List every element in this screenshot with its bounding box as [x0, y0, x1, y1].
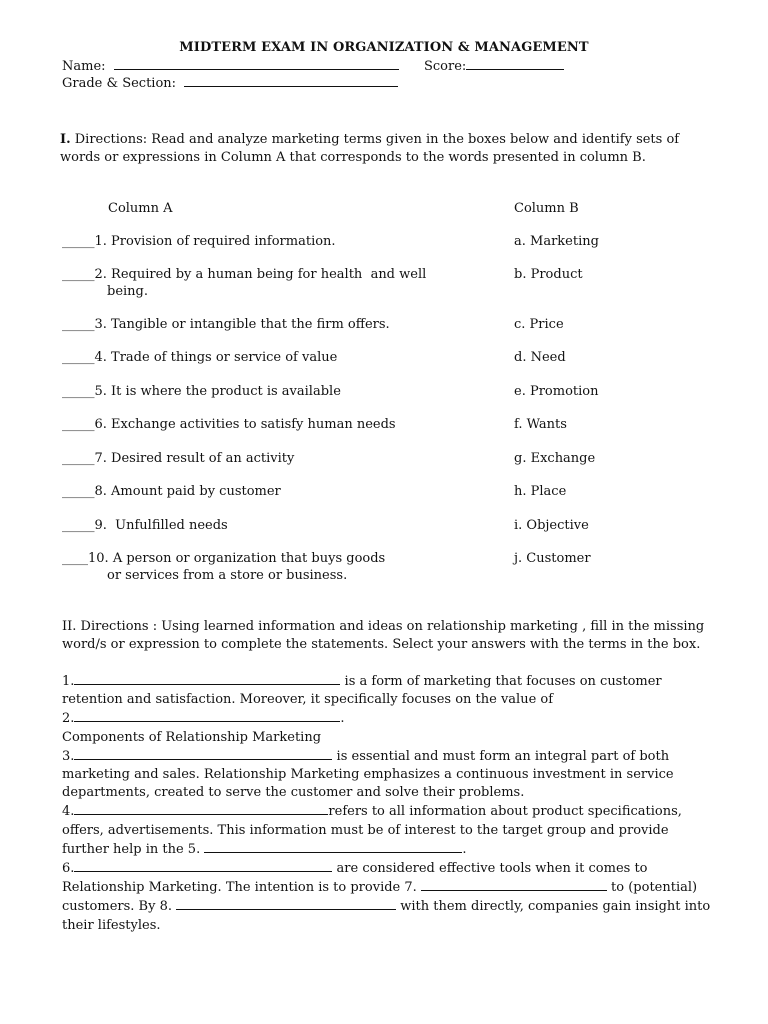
statement-1	[62, 672, 712, 709]
components-heading: Components of Relationship Marketing	[62, 729, 322, 745]
statement-6-number: 6.	[62, 861, 75, 877]
column-b-item: d. Need	[514, 350, 566, 365]
statement-7-text: to (potential) customers. By 8.	[62, 880, 698, 915]
part2-directions	[62, 618, 712, 653]
item-number: 4.	[94, 350, 107, 365]
statement-8-text: with them directly, companies gain insight into their lifestyles.	[62, 899, 711, 933]
column-a-item	[62, 550, 482, 584]
statement-3-text: is essential and must form an integral part of both marketing and sales. Relationship Marketing emphasizes a continuous investment in service departments, created to serve the customer and solve their problems.	[62, 748, 674, 801]
part2-numeral: II	[62, 619, 73, 634]
answer-line[interactable]: _____	[62, 417, 95, 432]
column-b-item: c. Price	[514, 317, 564, 332]
part2-directions-text: . Directions : Using learned information and ideas on relationship marketing , fill in the missing word/s or expression to complete the statements. Select your answers with the terms in the box.	[62, 619, 705, 652]
column-a-item	[62, 416, 482, 433]
answer-line[interactable]: _____	[62, 384, 95, 399]
statement-1-number: 1.	[62, 674, 75, 689]
column-a-header: Column A	[108, 201, 173, 216]
answer-line[interactable]: _____	[62, 317, 95, 332]
answer-blank-6[interactable]	[74, 859, 332, 872]
answer-blank-1[interactable]	[74, 672, 340, 685]
item-text: Trade of things or service of value	[106, 350, 338, 365]
item-text: Unfulfilled needs	[106, 518, 228, 533]
statement-4-text: refers to all information about product specifications, offers, advertisements. This information must be of interest to the target group and provide further help in the 5.	[62, 804, 682, 857]
score-line	[424, 57, 564, 75]
column-b-item: e. Promotion	[514, 384, 599, 399]
answer-blank-4[interactable]	[74, 802, 328, 815]
item-number: 8.	[94, 484, 107, 499]
item-text-continued: or services from a store or business.	[107, 568, 348, 583]
statement-1-text: is a form of marketing that focuses on customer retention and satisfaction. Moreover, it specifically focuses on the value of	[62, 674, 662, 708]
statement-4-end: .	[462, 841, 467, 857]
column-b-item: h. Place	[514, 484, 567, 499]
column-a-item	[62, 316, 482, 333]
item-number: 9.	[94, 518, 107, 533]
column-b-item: g. Exchange	[514, 451, 596, 466]
name-line	[62, 57, 399, 75]
name-blank[interactable]	[114, 57, 399, 70]
item-number: 5.	[94, 384, 107, 399]
item-text: It is where the product is available	[106, 384, 341, 399]
item-text: Desired result of an activity	[106, 451, 295, 466]
answer-blank-2[interactable]	[74, 709, 340, 722]
answer-line[interactable]: _____	[62, 484, 95, 499]
item-text: Exchange activities to satisfy human needs	[106, 417, 396, 432]
answer-blank-5[interactable]	[204, 840, 462, 853]
answer-line[interactable]: _____	[62, 350, 95, 365]
item-number: 10.	[88, 551, 109, 566]
item-number: 1.	[94, 234, 107, 249]
answer-blank-8[interactable]	[176, 897, 396, 910]
column-b-item: a. Marketing	[514, 234, 599, 249]
answer-line[interactable]: _____	[62, 451, 95, 466]
column-b-item: i. Objective	[514, 518, 589, 533]
name-label: Name:	[62, 59, 106, 74]
column-a-item	[62, 517, 482, 534]
answer-line[interactable]: ____	[62, 551, 88, 566]
item-text: Provision of required information.	[106, 234, 336, 249]
part2-statements	[62, 672, 712, 935]
statement-4	[62, 802, 712, 859]
score-label: Score:	[424, 59, 467, 74]
item-text: Required by a human being for health and well	[106, 267, 427, 282]
answer-line[interactable]: _____	[62, 267, 95, 282]
column-b-header: Column B	[514, 201, 579, 216]
statement-6-text: are considered effective tools when it comes to Relationship Marketing. The intention is to provide 7.	[62, 861, 648, 896]
statement-3	[62, 747, 712, 803]
statement-6	[62, 859, 712, 935]
item-number: 7.	[94, 451, 107, 466]
answer-line[interactable]: _____	[62, 234, 95, 249]
score-blank[interactable]	[466, 57, 564, 70]
column-b-item: j. Customer	[514, 551, 591, 566]
exam-title: MIDTERM EXAM IN ORGANIZATION & MANAGEMENT	[179, 40, 589, 55]
item-text: Amount paid by customer	[106, 484, 281, 499]
column-a-item	[62, 450, 482, 467]
grade-blank[interactable]	[184, 74, 398, 87]
item-text-continued: being.	[107, 284, 148, 299]
grade-section-line	[62, 74, 398, 92]
answer-line[interactable]: _____	[62, 518, 95, 533]
column-a-item	[62, 233, 482, 250]
answer-blank-7[interactable]	[421, 878, 607, 891]
item-number: 6.	[94, 417, 107, 432]
statement-2-number: 2.	[62, 711, 75, 727]
item-number: 2.	[94, 267, 107, 282]
column-b-item: b. Product	[514, 267, 583, 282]
statement-2	[62, 709, 712, 728]
grade-label: Grade & Section:	[62, 76, 177, 91]
column-a-item	[62, 349, 482, 366]
statement-4-number: 4.	[62, 804, 75, 820]
column-a-item	[62, 266, 482, 300]
column-a-item	[62, 483, 482, 500]
part1-directions-text: Directions: Read and analyze marketing terms given in the boxes below and identify sets of words or expressions in Column A that corresponds to the words presented in column B.	[60, 132, 680, 165]
column-b-item: f. Wants	[514, 417, 567, 432]
answer-blank-3[interactable]	[74, 747, 332, 760]
item-text: Tangible or intangible that the firm offers.	[106, 317, 390, 332]
item-number: 3.	[94, 317, 107, 332]
statement-3-number: 3.	[62, 748, 75, 764]
column-a-item	[62, 383, 482, 400]
part1-numeral: I.	[60, 132, 71, 147]
item-text: A person or organization that buys goods	[108, 551, 386, 566]
statement-2-end: .	[340, 711, 345, 727]
part1-directions	[60, 131, 710, 166]
